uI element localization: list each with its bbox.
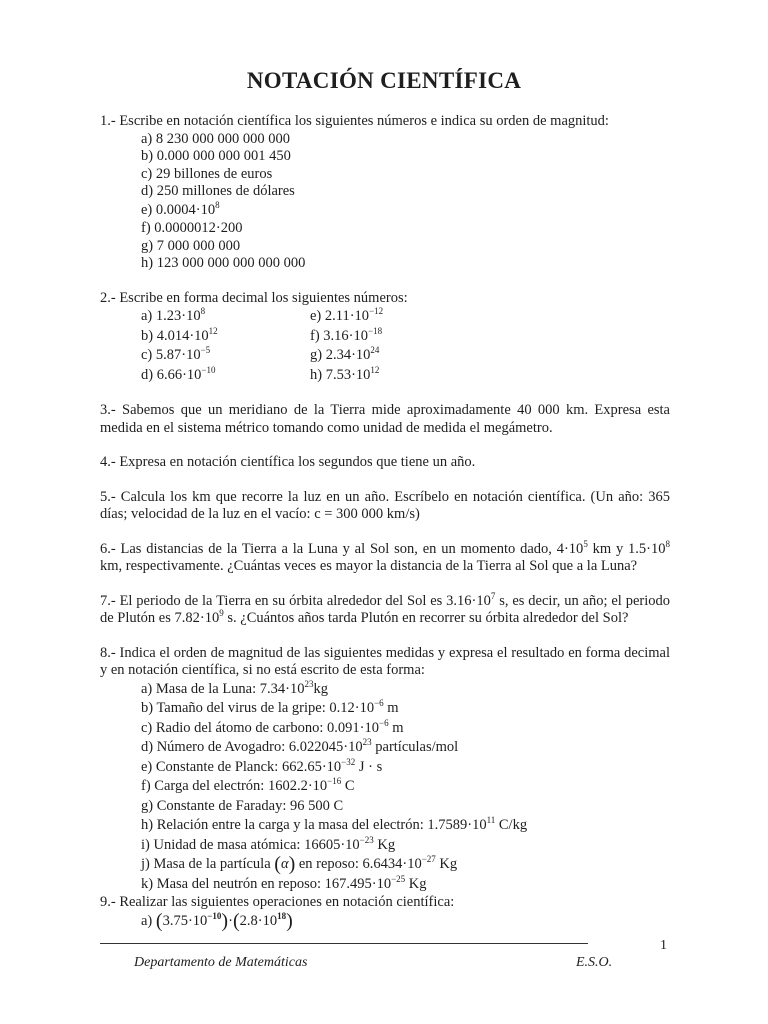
question-1-text: 1.- Escribe en notación científica los siguientes números e indica su orden de magnitud: xyxy=(100,113,609,129)
q8-item-f-label: f) Carga del electrón: xyxy=(141,778,268,794)
q2-item-h xyxy=(310,366,510,386)
question-6 xyxy=(100,538,670,576)
q9-factor-1: 3.75·10 xyxy=(162,912,208,929)
page-number: 1 xyxy=(660,938,667,953)
q2-item-f-base: f) 3.16·10 xyxy=(310,327,368,344)
q8-item-b xyxy=(141,699,670,719)
q8-item-h xyxy=(141,816,670,836)
q8-item-f-unit: C xyxy=(341,778,355,794)
q8-item-a-unit: kg xyxy=(313,680,328,697)
q8-item-j-exponent: −27 xyxy=(421,854,436,864)
q2-item-g xyxy=(310,346,510,366)
q6-moon-distance-exponent: 5 xyxy=(583,538,588,549)
question-3 xyxy=(100,402,670,437)
q8-item-d xyxy=(141,738,670,758)
q8-item-c-label: c) Radio del átomo de carbono: xyxy=(141,719,328,736)
q8-item-k-unit: Kg xyxy=(405,875,427,892)
q7-text-part-1: 7.- El periodo de la Tierra en su órbita alrededor del Sol es xyxy=(100,592,447,609)
open-paren: ( xyxy=(274,853,281,875)
q8-item-k-value: 167.495·10 xyxy=(324,875,392,892)
q2-item-c-base: c) 5.87·10 xyxy=(141,347,201,363)
q1-item-e-exponent: 8 xyxy=(215,199,220,210)
q2-item-h-base: h) 7.53·10 xyxy=(310,366,371,383)
q6-text-part-3: km, respectivamente. ¿Cuántas veces es mayor la distancia de la Tierra al Sol que a la Luna? xyxy=(100,558,638,574)
q2-item-e xyxy=(310,307,510,327)
question-2-text: 2.- Escribe en forma decimal los siguientes números: xyxy=(100,289,408,306)
footer-department: Departamento de Matemáticas xyxy=(134,955,308,970)
question-9-text: 9.- Realizar las siguientes operaciones en notación científica: xyxy=(100,894,455,910)
q8-item-j-label-2: en reposo: xyxy=(295,856,363,872)
question-7 xyxy=(100,590,670,628)
q2-item-e-base: e) 2.11·10 xyxy=(310,308,370,324)
close-paren: ) xyxy=(286,909,293,932)
q6-sun-distance-exponent: 8 xyxy=(665,538,670,549)
q8-item-h-exponent: 11 xyxy=(486,815,496,825)
question-2-items xyxy=(100,307,670,385)
q9-factor-2-exponent: 18 xyxy=(277,910,287,921)
question-4-text: 4.- Expresa en notación científica los segundos que tiene un año. xyxy=(100,454,476,470)
q1-item-b: b) 0.000 000 000 001 450 xyxy=(141,148,291,164)
question-1-items xyxy=(100,131,670,273)
q8-item-b-exponent: −6 xyxy=(374,698,384,708)
q2-item-a-base: a) 1.23·10 xyxy=(141,308,201,324)
q2-item-d-base: d) 6.66·10 xyxy=(141,366,202,383)
q2-item-a-exponent: 8 xyxy=(200,306,206,316)
close-paren: ) xyxy=(288,853,296,875)
question-3-text: 3.- Sabemos que un meridiano de la Tierra mide aproximadamente 40 000 km. Expresa esta medida en el sistema métrico tomando como unidad de medida el megámetro. xyxy=(100,402,670,436)
q8-item-i-value: 16605·10 xyxy=(304,836,360,853)
q6-text-part-1: 6.- Las distancias de la Tierra a la Luna y al Sol son, en un momento dado, xyxy=(100,540,557,557)
q8-item-b-label: b) Tamaño del virus de la gripe: xyxy=(141,700,330,716)
q1-item-d: d) 250 millones de dólares xyxy=(141,183,295,199)
q2-item-f xyxy=(310,327,510,347)
q8-item-b-unit: m xyxy=(383,700,399,716)
q8-item-e xyxy=(141,758,670,778)
multiply-dot: · xyxy=(228,912,233,929)
q7-text-part-2: s, es decir, un año; el periodo de Plutón es xyxy=(100,592,670,626)
q9-item-a-label: a) xyxy=(141,912,156,929)
q7-earth-period: 3.16·10 xyxy=(446,592,491,609)
q2-item-a xyxy=(141,307,310,327)
q7-earth-period-exponent: 7 xyxy=(490,590,496,601)
q2-item-b-exponent: 12 xyxy=(208,325,218,336)
q1-item-g: g) 7 000 000 000 xyxy=(141,237,241,254)
question-2 xyxy=(100,290,670,386)
q8-item-h-value: 1.7589·10 xyxy=(427,817,487,833)
close-paren: ) xyxy=(221,909,229,932)
q1-item-a: a) 8 230 000 000 000 000 xyxy=(141,130,291,147)
q8-item-j-unit: Kg xyxy=(435,856,458,872)
q8-item-d-unit: partículas/mol xyxy=(371,739,459,755)
q8-item-d-exponent: 23 xyxy=(362,737,372,747)
q7-text-part-3: s. ¿Cuántos años tarda Plutón en recorrer su órbita alrededor del Sol? xyxy=(223,610,629,626)
question-9-items xyxy=(100,909,670,932)
q8-item-i-unit: Kg xyxy=(373,836,396,853)
q1-item-e-base: e) 0.0004·10 xyxy=(141,201,216,218)
q2-item-g-exponent: 24 xyxy=(370,345,380,355)
q2-item-h-exponent: 12 xyxy=(370,364,380,375)
q8-item-e-exponent: −32 xyxy=(341,756,356,767)
q2-item-c-exponent: −5 xyxy=(200,345,211,355)
q9-factor-2: 2.8·10 xyxy=(239,912,278,929)
question-5 xyxy=(100,489,670,524)
q8-item-c xyxy=(141,719,670,739)
q8-item-i-exponent: −23 xyxy=(359,834,374,845)
question-8-text: 8.- Indica el orden de magnitud de las siguientes medidas y expresa el resultado en forma decimal y en notación científica, si no está escrito de esta forma: xyxy=(100,644,670,678)
q6-text-part-2: km y xyxy=(587,540,629,557)
q8-item-k-label: k) Masa del neutrón en reposo: xyxy=(141,875,325,892)
q8-item-a xyxy=(141,680,670,700)
q8-item-f-exponent: −16 xyxy=(327,776,342,786)
q8-item-a-label: a) Masa de la Luna: xyxy=(141,680,260,697)
q8-item-h-unit: C/kg xyxy=(495,817,528,833)
q7-pluto-period-exponent: 9 xyxy=(219,608,224,618)
exercise-list xyxy=(100,113,670,948)
q2-item-c xyxy=(141,346,310,366)
q8-item-i-label: i) Unidad de masa atómica: xyxy=(141,836,305,853)
footer-level: E.S.O. xyxy=(576,955,613,970)
question-8 xyxy=(100,645,670,895)
question-1 xyxy=(100,113,670,273)
q8-item-d-label: d) Número de Avogadro: xyxy=(141,739,289,755)
q8-item-e-unit: J · s xyxy=(355,758,383,775)
q8-item-f-value: 1602.2·10 xyxy=(267,778,328,794)
q8-item-f xyxy=(141,777,670,797)
q1-item-h: h) 123 000 000 000 000 000 xyxy=(141,255,306,271)
q8-item-c-unit: m xyxy=(388,719,404,736)
q8-item-d-value: 6.022045·10 xyxy=(288,739,363,755)
q8-item-e-label: e) Constante de Planck: xyxy=(141,758,282,775)
q2-item-b-base: b) 4.014·10 xyxy=(141,327,209,344)
question-4 xyxy=(100,454,670,472)
open-paren: ( xyxy=(232,909,240,932)
q2-item-f-exponent: −18 xyxy=(368,325,383,336)
footer-divider xyxy=(100,943,588,944)
q8-item-a-value: 7.34·10 xyxy=(259,680,305,697)
q1-item-f: f) 0.0000012·200 xyxy=(141,220,243,236)
q8-item-c-exponent: −6 xyxy=(379,717,389,728)
q6-sun-distance: 1.5·10 xyxy=(628,540,666,557)
q6-moon-distance: 4·10 xyxy=(556,540,584,557)
question-8-items xyxy=(100,680,670,895)
q8-item-i xyxy=(141,836,670,856)
q2-item-g-base: g) 2.34·10 xyxy=(310,347,371,363)
question-6-text xyxy=(100,538,670,576)
q8-item-g: g) Constante de Faraday: 96 500 C xyxy=(141,797,344,814)
q2-item-e-exponent: −12 xyxy=(369,306,384,316)
q9-factor-1-exponent: −10 xyxy=(207,910,222,921)
q8-item-k xyxy=(141,875,670,895)
q1-item-c: c) 29 billones de euros xyxy=(141,165,273,182)
q8-item-j-value: 6.6434·10 xyxy=(362,856,422,872)
q7-pluto-period: 7.82·10 xyxy=(174,610,220,626)
question-7-text xyxy=(100,590,670,628)
q2-item-b xyxy=(141,327,310,347)
q2-item-d xyxy=(141,366,310,386)
question-9 xyxy=(100,894,670,931)
q8-item-h-label: h) Relación entre la carga y la masa del electrón: xyxy=(141,817,428,833)
alpha-symbol: α xyxy=(280,856,289,872)
question-5-text: 5.- Calcula los km que recorre la luz en un año. Escríbelo en notación científica. (Un año: 365 días; velocidad de la luz en el vacío: c = 300 000 km/s) xyxy=(100,488,670,522)
q8-item-e-value: 662.65·10 xyxy=(281,758,342,775)
q8-item-c-value: 0.091·10 xyxy=(327,719,379,736)
q9-item-a xyxy=(141,909,670,932)
page-title: NOTACIÓN CIENTÍFICA xyxy=(246,68,522,93)
q8-item-b-value: 0.12·10 xyxy=(329,700,375,716)
q8-item-j xyxy=(141,855,670,875)
q2-item-d-exponent: −10 xyxy=(201,364,216,375)
q8-item-j-label: j) Masa de la partícula xyxy=(141,856,275,872)
q8-item-a-exponent: 23 xyxy=(304,678,314,689)
open-paren: ( xyxy=(155,909,163,932)
q8-item-k-exponent: −25 xyxy=(391,873,406,884)
q1-item-e xyxy=(141,201,670,221)
